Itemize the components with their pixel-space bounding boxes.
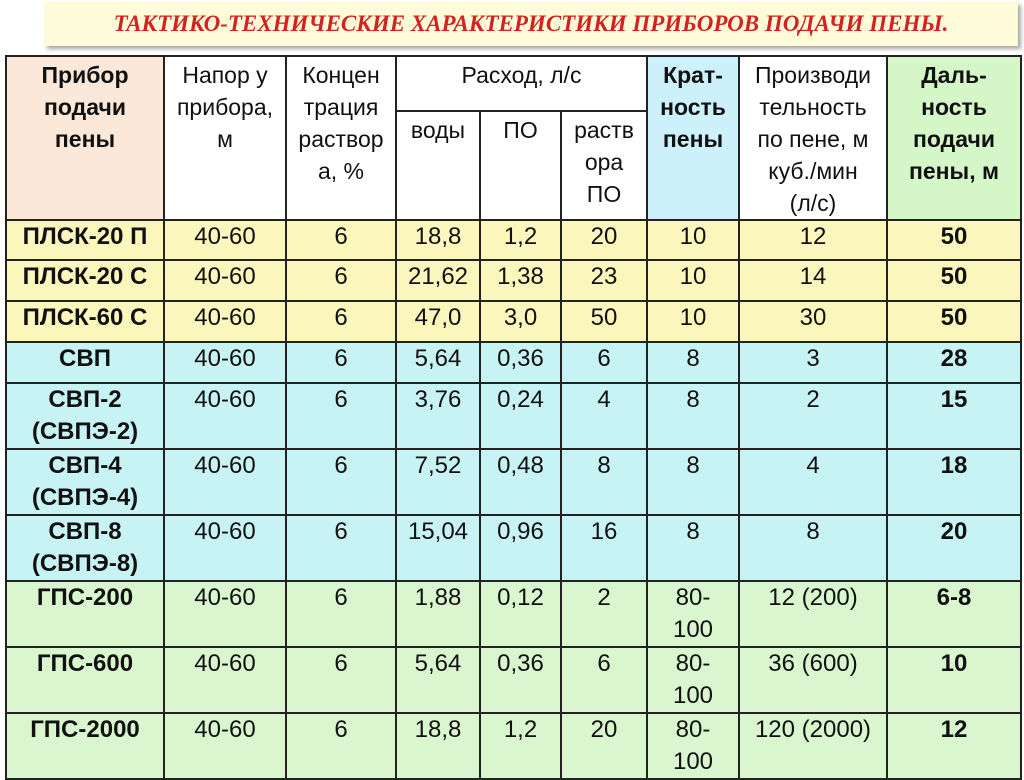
header-concentration-line: Концен (302, 62, 380, 88)
cell-device (6, 260, 164, 301)
cell-concentration: 6 (286, 383, 396, 449)
cell-expansion-line: 100 (672, 682, 714, 709)
cell-expansion (647, 449, 739, 515)
cell-pressure: 40-60 (164, 301, 286, 342)
header-productivity (739, 56, 887, 220)
cell-foam-agent-flow: 0,48 (480, 449, 561, 515)
cell-expansion (647, 342, 739, 383)
cell-device (6, 449, 164, 515)
cell-expansion-line: 80- (675, 716, 711, 743)
cell-device (6, 515, 164, 581)
cell-productivity: 12 (739, 220, 887, 260)
cell-range: 20 (887, 515, 1021, 581)
cell-device-line: ГПС-200 (36, 584, 134, 611)
cell-water-flow: 7,52 (396, 449, 480, 515)
cell-water-flow: 15,04 (396, 515, 480, 581)
cell-foam-agent-flow: 3,0 (480, 301, 561, 342)
header-productivity-line: тельность (759, 94, 867, 120)
header-solution (561, 111, 647, 220)
header-pressure-line: м (217, 126, 233, 152)
cell-expansion (647, 647, 739, 713)
header-device-line: подачи (44, 94, 126, 120)
cell-solution-flow: 8 (561, 449, 647, 515)
cell-device (6, 383, 164, 449)
cell-device-line: ГПС-2000 (30, 716, 140, 743)
cell-device-line: СВП-8 (48, 518, 122, 545)
cell-foam-agent-flow: 0,12 (480, 581, 561, 647)
cell-water-flow: 18,8 (396, 713, 480, 779)
cell-foam-agent-flow: 1,2 (480, 220, 561, 260)
header-expansion-line: пены (662, 126, 724, 152)
header-range-line: Даль- (921, 62, 987, 88)
cell-device-line: (СВПЭ-8) (31, 550, 139, 577)
cell-water-flow: 21,62 (396, 260, 480, 301)
table-row (6, 220, 1021, 260)
cell-range: 12 (887, 713, 1021, 779)
cell-foam-agent-flow: 0,36 (480, 342, 561, 383)
cell-device (6, 647, 164, 713)
cell-device (6, 713, 164, 779)
cell-device-line: (СВПЭ-2) (31, 418, 139, 445)
cell-solution-flow: 20 (561, 220, 647, 260)
table-row (6, 515, 1021, 581)
cell-pressure: 40-60 (164, 713, 286, 779)
cell-concentration: 6 (286, 342, 396, 383)
header-productivity-line: (л/с) (789, 190, 837, 216)
cell-expansion-line: 10 (679, 223, 707, 250)
cell-productivity: 120 (2000) (739, 713, 887, 779)
header-expansion (647, 56, 739, 220)
header-flow: Расход, л/с (396, 56, 647, 111)
cell-concentration: 6 (286, 449, 396, 515)
cell-concentration: 6 (286, 301, 396, 342)
cell-expansion (647, 220, 739, 260)
header-range-line: ность (921, 94, 987, 120)
cell-device-line: (СВПЭ-4) (31, 484, 139, 511)
cell-expansion (647, 713, 739, 779)
header-range (887, 56, 1021, 220)
cell-pressure: 40-60 (164, 260, 286, 301)
cell-expansion-line: 8 (686, 452, 700, 479)
cell-solution-flow: 20 (561, 713, 647, 779)
cell-pressure: 40-60 (164, 220, 286, 260)
cell-expansion-line: 8 (686, 345, 700, 372)
header-productivity-line: Производи (754, 62, 872, 88)
header-range-line: пены, м (908, 158, 999, 184)
table-row (6, 647, 1021, 713)
cell-foam-agent-flow: 1,2 (480, 713, 561, 779)
header-water: воды (396, 111, 480, 220)
header-foam-agent: ПО (480, 111, 561, 220)
title-banner (44, 2, 1018, 46)
cell-productivity: 2 (739, 383, 887, 449)
cell-foam-agent-flow: 0,24 (480, 383, 561, 449)
cell-water-flow: 3,76 (396, 383, 480, 449)
table-body (6, 56, 1021, 779)
cell-concentration: 6 (286, 647, 396, 713)
header-pressure-line: прибора, (176, 94, 274, 120)
header-pressure-line: Напор у (182, 62, 268, 88)
cell-productivity: 4 (739, 449, 887, 515)
cell-expansion-line: 100 (672, 748, 714, 775)
cell-pressure: 40-60 (164, 383, 286, 449)
table-row (6, 301, 1021, 342)
cell-water-flow: 5,64 (396, 342, 480, 383)
header-concentration-line: раствор (298, 126, 384, 152)
header-concentration (286, 56, 396, 220)
header-pressure (164, 56, 286, 220)
cell-pressure: 40-60 (164, 647, 286, 713)
header-range-line: подачи (913, 126, 995, 152)
cell-expansion (647, 383, 739, 449)
cell-range: 18 (887, 449, 1021, 515)
cell-solution-flow: 6 (561, 647, 647, 713)
cell-concentration: 6 (286, 581, 396, 647)
cell-pressure: 40-60 (164, 515, 286, 581)
cell-foam-agent-flow: 0,36 (480, 647, 561, 713)
cell-solution-flow: 16 (561, 515, 647, 581)
header-concentration-line: а, % (317, 158, 365, 184)
cell-device (6, 581, 164, 647)
cell-range: 50 (887, 220, 1021, 260)
table-row (6, 260, 1021, 301)
cell-productivity: 8 (739, 515, 887, 581)
cell-device (6, 342, 164, 383)
table-row (6, 581, 1021, 647)
cell-water-flow: 47,0 (396, 301, 480, 342)
cell-pressure: 40-60 (164, 342, 286, 383)
header-productivity-line: куб./мин (768, 158, 858, 184)
cell-water-flow: 5,64 (396, 647, 480, 713)
cell-device (6, 220, 164, 260)
table-row (6, 713, 1021, 779)
cell-device-line: СВП (59, 345, 111, 372)
foam-devices-table (5, 55, 1022, 780)
header-row-1 (6, 56, 1021, 111)
cell-expansion-line: 8 (686, 386, 700, 413)
cell-solution-flow: 23 (561, 260, 647, 301)
cell-device-line: СВП-2 (48, 386, 122, 413)
cell-solution-flow: 6 (561, 342, 647, 383)
cell-concentration: 6 (286, 260, 396, 301)
cell-expansion-line: 80- (675, 650, 711, 677)
cell-water-flow: 18,8 (396, 220, 480, 260)
cell-pressure: 40-60 (164, 449, 286, 515)
cell-pressure: 40-60 (164, 581, 286, 647)
cell-expansion-line: 10 (679, 304, 707, 331)
cell-productivity: 14 (739, 260, 887, 301)
cell-concentration: 6 (286, 713, 396, 779)
page-title: ТАКТИКО-ТЕХНИЧЕСКИЕ ХАРАКТЕРИСТИКИ ПРИБОРОВ ПОДАЧИ ПЕНЫ. (113, 11, 949, 36)
table-row (6, 383, 1021, 449)
cell-expansion-line: 8 (686, 518, 700, 545)
cell-range: 28 (887, 342, 1021, 383)
header-device-line: пены (54, 126, 116, 152)
cell-range: 50 (887, 260, 1021, 301)
table-row (6, 342, 1021, 383)
cell-foam-agent-flow: 0,96 (480, 515, 561, 581)
cell-device (6, 301, 164, 342)
cell-productivity: 36 (600) (739, 647, 887, 713)
cell-solution-flow: 2 (561, 581, 647, 647)
cell-concentration: 6 (286, 220, 396, 260)
cell-expansion (647, 515, 739, 581)
header-device (6, 56, 164, 220)
cell-device-line: ПЛСК-60 С (22, 304, 148, 331)
cell-expansion (647, 260, 739, 301)
cell-expansion (647, 301, 739, 342)
cell-expansion-line: 100 (672, 616, 714, 643)
cell-foam-agent-flow: 1,38 (480, 260, 561, 301)
header-solution-line: ПО (586, 180, 622, 207)
cell-expansion (647, 581, 739, 647)
header-concentration-line: трация (303, 94, 379, 120)
header-productivity-line: по пене, м (757, 126, 869, 152)
cell-solution-flow: 50 (561, 301, 647, 342)
cell-range: 10 (887, 647, 1021, 713)
cell-productivity: 30 (739, 301, 887, 342)
header-device-line: Прибор (41, 62, 129, 88)
cell-range: 15 (887, 383, 1021, 449)
table-row (6, 449, 1021, 515)
cell-device-line: ПЛСК-20 С (22, 263, 148, 290)
cell-expansion-line: 10 (679, 263, 707, 290)
cell-productivity: 12 (200) (739, 581, 887, 647)
header-expansion-line: ность (660, 94, 726, 120)
cell-device-line: ПЛСК-20 П (22, 223, 148, 250)
cell-expansion-line: 80- (675, 584, 711, 611)
cell-productivity: 3 (739, 342, 887, 383)
cell-solution-flow: 4 (561, 383, 647, 449)
cell-water-flow: 1,88 (396, 581, 480, 647)
header-solution-line: ора (584, 148, 624, 175)
cell-range: 50 (887, 301, 1021, 342)
header-expansion-line: Крат- (663, 62, 723, 88)
cell-device-line: ГПС-600 (36, 650, 134, 677)
header-solution-line: раств (574, 116, 634, 143)
cell-device-line: СВП-4 (48, 452, 122, 479)
cell-concentration: 6 (286, 515, 396, 581)
cell-range: 6-8 (887, 581, 1021, 647)
